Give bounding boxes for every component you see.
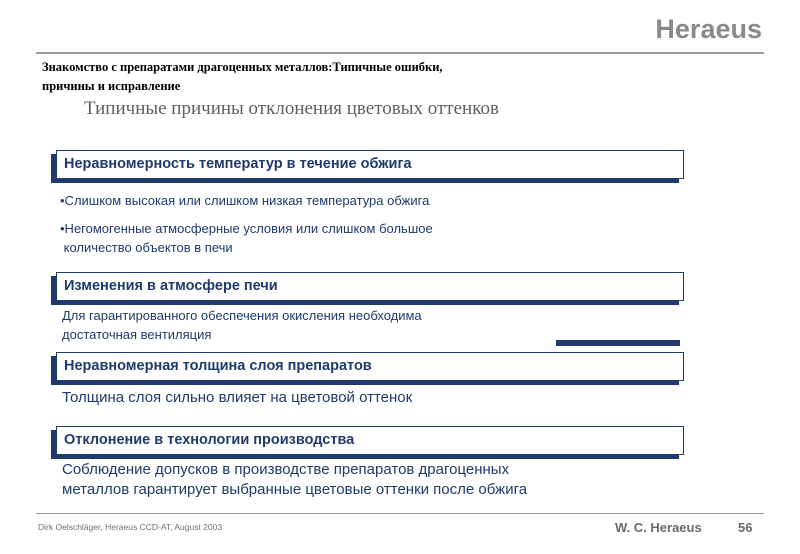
- body-line: Для гарантированного обеспечения окисления необходима: [62, 308, 422, 323]
- decorative-bar: [556, 340, 680, 346]
- header-divider: [36, 52, 764, 54]
- section-4-text: [62, 460, 527, 500]
- section-box-layer-thickness: [56, 352, 684, 381]
- body-line: металлов гарантирует выбранные цветовые оттенки после обжига: [62, 481, 528, 498]
- presentation-subtitle: [42, 58, 602, 96]
- bullet-item: •Негомогенные атмосферные условия или слишком большое: [60, 221, 433, 236]
- section-heading: Неравномерность температур в течение обжига: [64, 156, 412, 172]
- section-box-atmosphere: [56, 272, 684, 301]
- footer-author: Dirk Oelschläger, Heraeus CCD-AT, August 2003: [38, 522, 223, 532]
- heraeus-logo: Heraeus: [655, 14, 762, 44]
- page-number: 56: [738, 520, 753, 535]
- body-line: достаточная вентиляция: [62, 327, 212, 342]
- section-2-text: [62, 306, 422, 344]
- body-line: Соблюдение допусков в производстве препаратов драгоценных: [62, 461, 510, 478]
- footer-divider: [36, 513, 764, 514]
- section-heading: Отклонение в технологии производства: [64, 432, 355, 448]
- subtitle-line-2: причины и исправление: [42, 79, 181, 93]
- bullet-item: •Слишком высокая или слишком низкая температура обжига: [60, 193, 430, 208]
- section-heading: Изменения в атмосфере печи: [64, 278, 278, 294]
- section-1-text: [60, 191, 433, 257]
- body-line: Толщина слоя сильно влияет на цветовой оттенок: [62, 389, 413, 406]
- section-heading: Неравномерная толщина слоя препаратов: [64, 358, 372, 374]
- subtitle-line-1: Знакомство с препаратами драгоценных металлов:Типичные ошибки,: [42, 60, 443, 74]
- slide-title: Типичные причины отклонения цветовых оттенков: [84, 98, 499, 119]
- section-3-text: [62, 388, 412, 408]
- bullet-item-continuation: количество объектов в печи: [60, 240, 233, 255]
- section-box-temperature: [56, 150, 684, 179]
- footer-company: W. C. Heraeus: [615, 520, 702, 535]
- section-box-production: [56, 426, 684, 455]
